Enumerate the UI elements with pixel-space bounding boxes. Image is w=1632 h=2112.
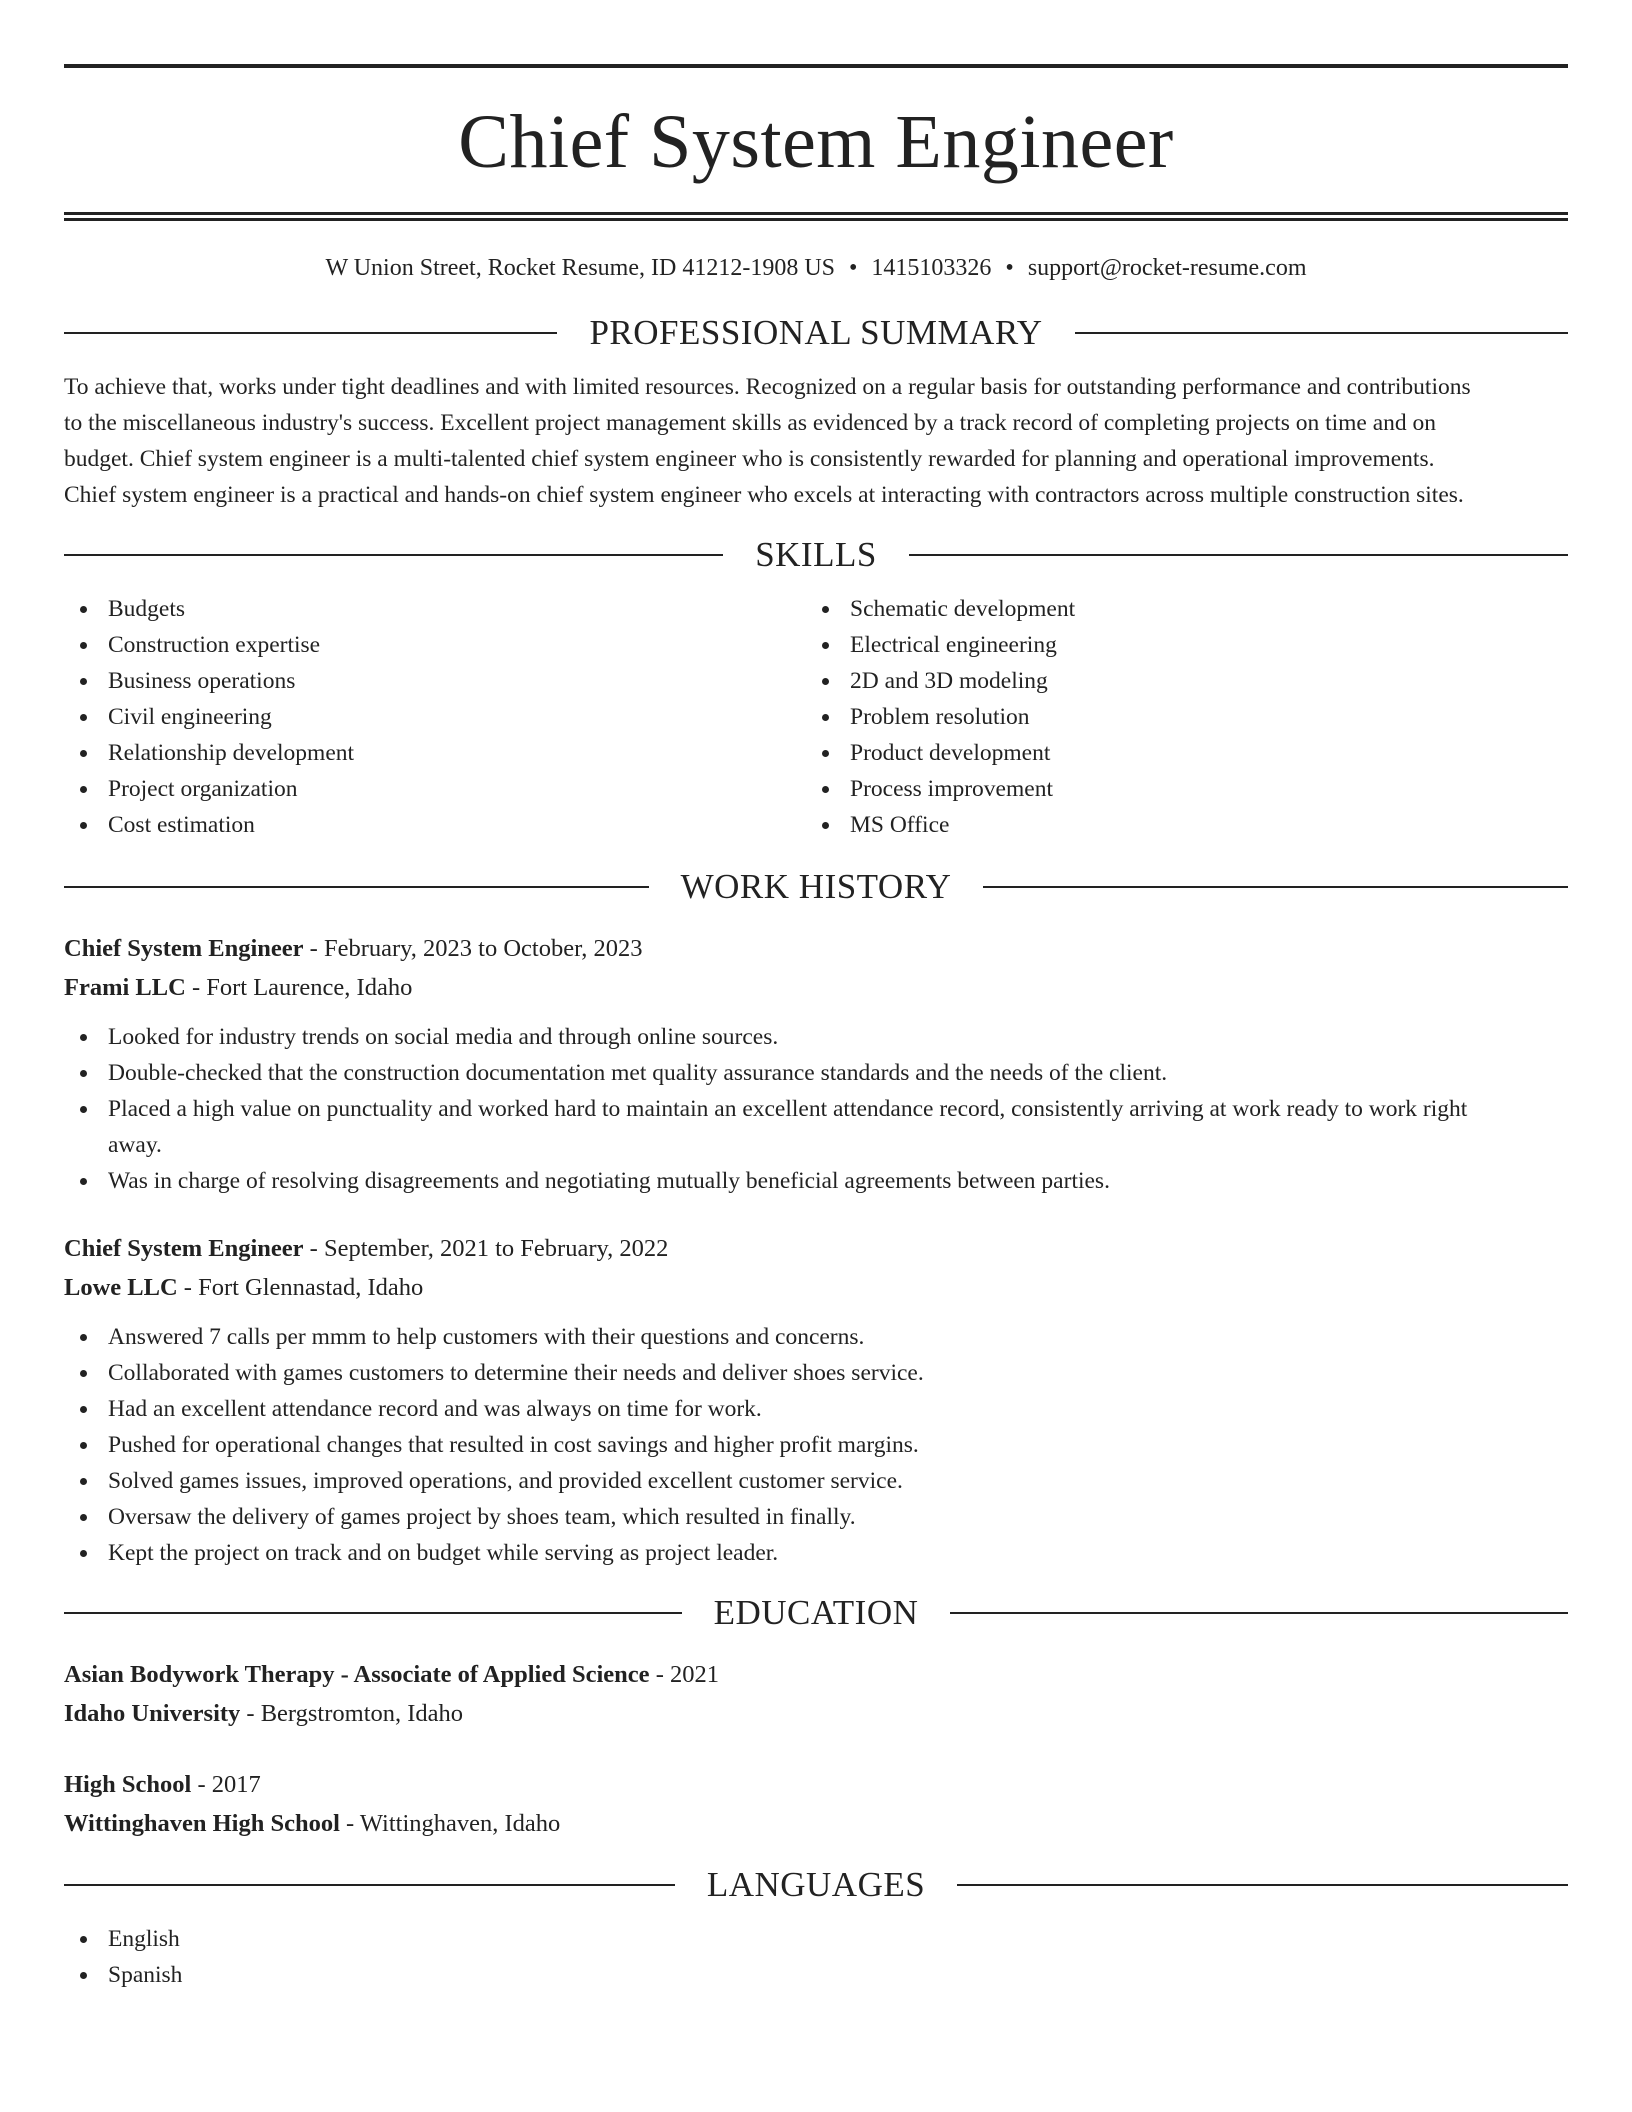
skill-item: Schematic development	[806, 591, 1548, 627]
summary-line: To achieve that, works under tight deadlines and with limited resources. Recognized on a regular basis for outstanding performance and contributions	[64, 374, 1471, 400]
job-dates: - February, 2023 to October, 2023	[303, 935, 643, 962]
heading-rule-left	[64, 1612, 682, 1614]
education-year: - 2021	[649, 1661, 719, 1688]
job-bullets	[64, 1319, 1568, 1571]
contact-email: support@rocket-resume.com	[1027, 255, 1307, 281]
languages-heading	[64, 1863, 1568, 1907]
summary-line: to the miscellaneous industry's success. Excellent project management skills as evidenced by a track record of completing projects on time and on	[64, 410, 1437, 436]
job-bullet: Collaborated with games customers to determine their needs and deliver shoes service.	[64, 1355, 1568, 1391]
education-school-line	[64, 1694, 1568, 1733]
heading-rule-left	[64, 1884, 675, 1886]
education-school: Idaho University	[64, 1700, 241, 1727]
top-rule	[64, 64, 1568, 68]
skills-heading	[64, 533, 1568, 577]
summary-heading-label: PROFESSIONAL SUMMARY	[589, 313, 1043, 352]
job-company: Frami LLC	[64, 974, 186, 1001]
heading-rule-left	[64, 554, 723, 556]
summary-text	[64, 369, 1568, 513]
education-heading-label: EDUCATION	[713, 1593, 919, 1632]
job-location: - Fort Laurence, Idaho	[185, 974, 413, 1001]
job-dates: - September, 2021 to February, 2022	[303, 1235, 669, 1262]
skill-item: Electrical engineering	[806, 627, 1548, 663]
education-location: - Bergstromton, Idaho	[240, 1700, 464, 1727]
job-bullet: Answered 7 calls per mmm to help customers with their questions and concerns.	[64, 1319, 1568, 1355]
summary-line: Chief system engineer is a practical and hands-on chief system engineer who excels at interacting with contractors across multiple construction sites.	[64, 482, 1464, 508]
skill-item: 2D and 3D modeling	[806, 663, 1548, 699]
job-bullet: Oversaw the delivery of games project by shoes team, which resulted in finally.	[64, 1499, 1568, 1535]
heading-rule-left	[64, 332, 557, 334]
skill-item: Process improvement	[806, 771, 1548, 807]
education-year: - 2017	[191, 1771, 261, 1798]
job-entry	[64, 1229, 1568, 1571]
summary-line: budget. Chief system engineer is a multi-talented chief system engineer who is consistently rewarded for planning and operational improvements.	[64, 446, 1435, 472]
resume-title: Chief System Engineer	[458, 100, 1174, 184]
job-entry	[64, 929, 1568, 1199]
skill-item: Product development	[806, 735, 1548, 771]
education-school: Wittinghaven High School	[64, 1810, 340, 1837]
skill-item: Cost estimation	[64, 807, 806, 843]
job-bullet: Was in charge of resolving disagreements and negotiating mutually beneficial agreements between parties.	[64, 1163, 1568, 1199]
education-entry	[64, 1765, 1568, 1843]
skill-item: Budgets	[64, 591, 806, 627]
job-bullet-line: away.	[108, 1132, 162, 1158]
heading-rule-right	[957, 1884, 1568, 1886]
languages-heading-label: LANGUAGES	[706, 1865, 926, 1904]
job-title-line	[64, 929, 1568, 968]
education-degree-line	[64, 1655, 1568, 1694]
contact-separator: •	[849, 255, 858, 281]
job-bullet: Kept the project on track and on budget while serving as project leader.	[64, 1535, 1568, 1571]
language-item: Spanish	[64, 1957, 1568, 1993]
job-bullet: Had an excellent attendance record and was always on time for work.	[64, 1391, 1568, 1427]
skill-item: MS Office	[806, 807, 1548, 843]
job-company-line	[64, 1268, 1568, 1307]
education-degree: Asian Bodywork Therapy - Associate of Applied Science	[64, 1661, 650, 1688]
skill-item: Relationship development	[64, 735, 806, 771]
job-bullet: Solved games issues, improved operations, and provided excellent customer service.	[64, 1463, 1568, 1499]
job-company-line	[64, 968, 1568, 1007]
summary-heading	[64, 311, 1568, 355]
heading-rule-left	[64, 886, 649, 888]
education-heading	[64, 1591, 1568, 1635]
contact-phone: 1415103326	[871, 255, 992, 281]
heading-rule-right	[983, 886, 1568, 888]
skill-item: Project organization	[64, 771, 806, 807]
education-location: - Wittinghaven, Idaho	[339, 1810, 561, 1837]
education-school-line	[64, 1804, 1568, 1843]
skills-column-left	[64, 591, 806, 843]
job-bullets	[64, 1019, 1568, 1199]
job-location: - Fort Glennastad, Idaho	[177, 1274, 424, 1301]
heading-rule-right	[950, 1612, 1568, 1614]
job-company: Lowe LLC	[64, 1274, 178, 1301]
job-bullet: Double-checked that the construction documentation met quality assurance standards and the needs of the client.	[64, 1055, 1568, 1091]
language-item: English	[64, 1921, 1568, 1957]
job-bullet	[64, 1091, 1568, 1163]
education-degree: High School	[64, 1771, 192, 1798]
work-heading-label: WORK HISTORY	[680, 867, 952, 906]
contact-separator: •	[1005, 255, 1014, 281]
skills-list	[64, 591, 1568, 843]
job-title: Chief System Engineer	[64, 1235, 304, 1262]
education-degree-line	[64, 1765, 1568, 1804]
job-bullet: Looked for industry trends on social media and through online sources.	[64, 1019, 1568, 1055]
job-title: Chief System Engineer	[64, 935, 304, 962]
skill-item: Problem resolution	[806, 699, 1548, 735]
skill-item: Civil engineering	[64, 699, 806, 735]
education-entry	[64, 1655, 1568, 1733]
skills-heading-label: SKILLS	[755, 535, 877, 574]
skill-item: Business operations	[64, 663, 806, 699]
job-title-line	[64, 1229, 1568, 1268]
job-bullet-line: Placed a high value on punctuality and worked hard to maintain an excellent attendance record, consistently arriving at work ready to work right	[108, 1096, 1468, 1122]
heading-rule-right	[909, 554, 1568, 556]
skill-item: Construction expertise	[64, 627, 806, 663]
work-heading	[64, 865, 1568, 909]
title-double-rule	[64, 212, 1568, 221]
contact-line	[64, 251, 1568, 285]
languages-list	[64, 1921, 1568, 1993]
skills-column-right	[806, 591, 1548, 843]
contact-address: W Union Street, Rocket Resume, ID 41212-1908 US	[325, 255, 835, 281]
heading-rule-right	[1075, 332, 1568, 334]
resume-content	[64, 64, 1568, 1993]
job-bullet: Pushed for operational changes that resulted in cost savings and higher profit margins.	[64, 1427, 1568, 1463]
